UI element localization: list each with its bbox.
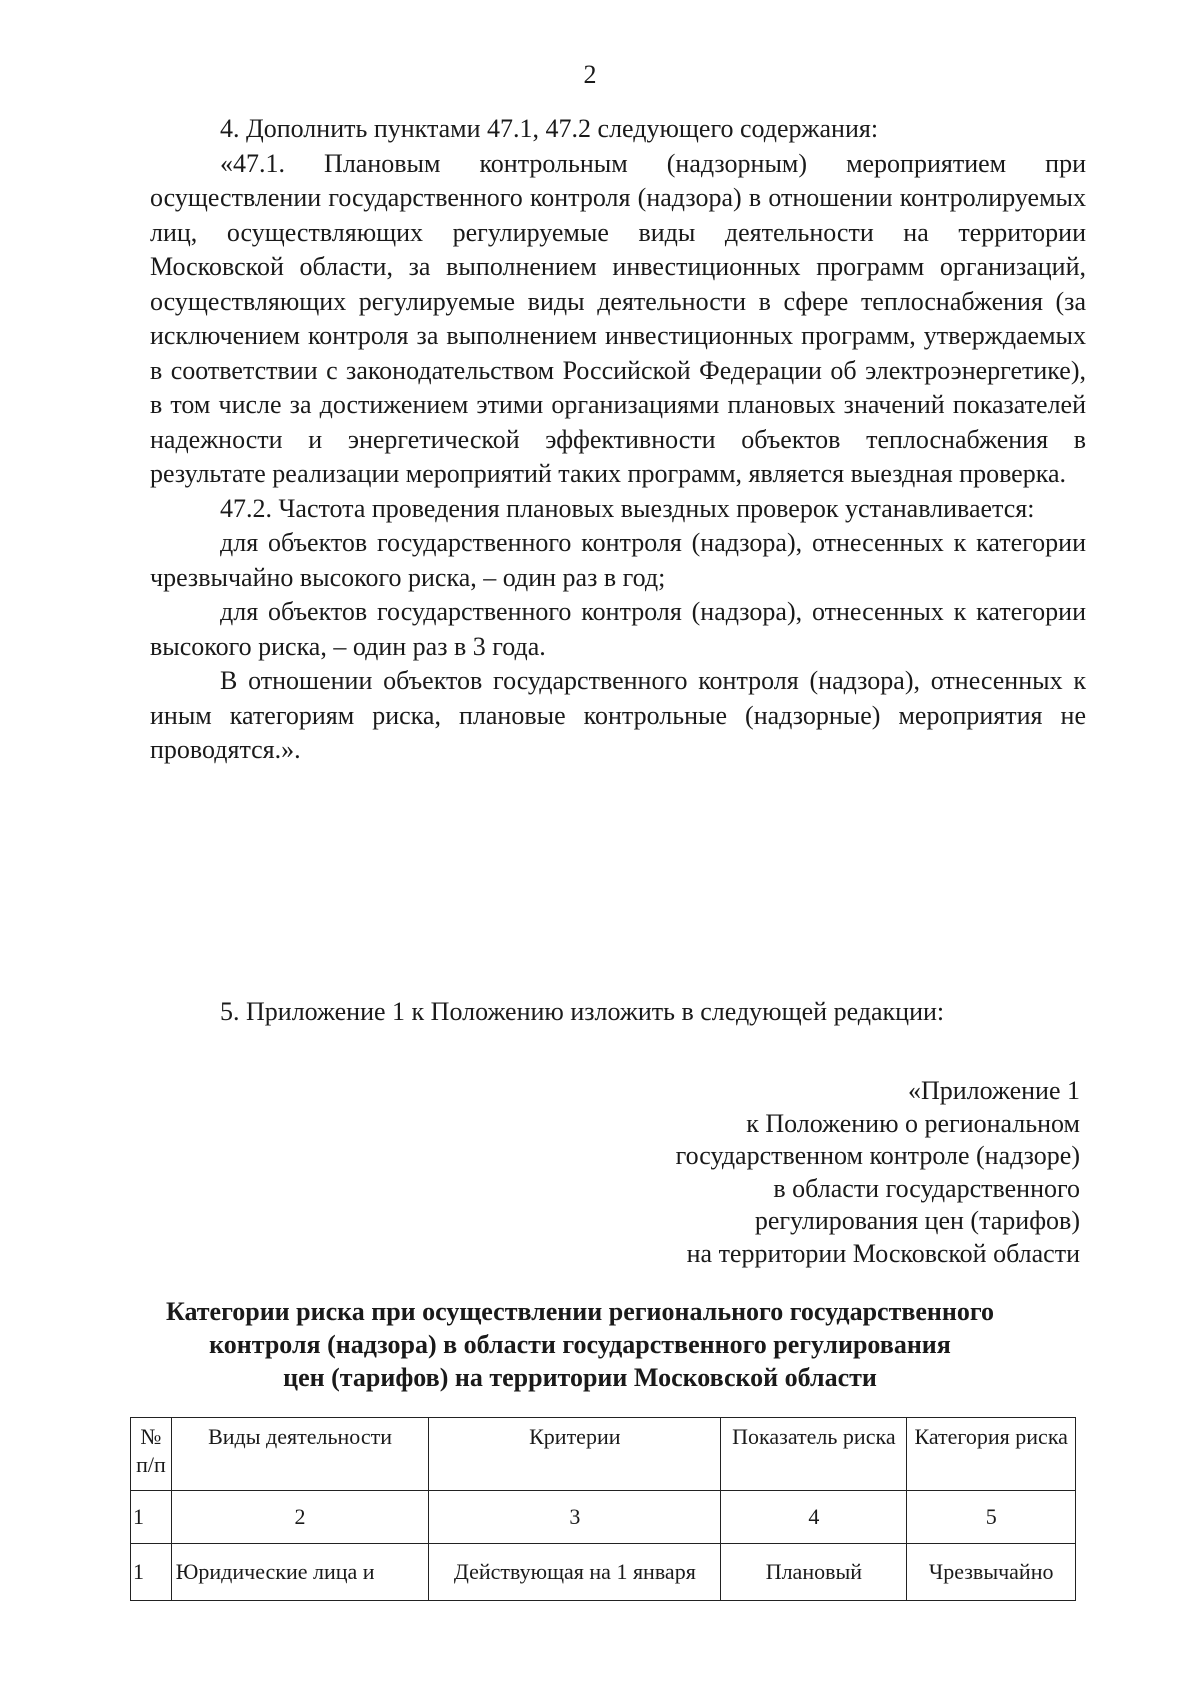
- paragraph-item-5: 5. Приложение 1 к Положению изложить в следующей редакции:: [220, 997, 945, 1026]
- appendix-line: к Положению о региональном: [746, 1108, 1080, 1138]
- appendix-line: в области государственного: [773, 1173, 1080, 1203]
- table-cell: Чрезвычайно: [907, 1544, 1076, 1601]
- table-cell: Плановый: [721, 1544, 907, 1601]
- table-cell: 4: [721, 1491, 907, 1544]
- paragraph-high-risk: для объектов государственного контроля (надзора), отнесенных к категории высокого риска, – один раз в 3 года.: [150, 597, 1086, 661]
- table-row: [131, 1544, 1076, 1601]
- paragraph-item-4: 4. Дополнить пунктами 47.1, 47.2 следующего содержания:: [220, 114, 879, 143]
- table-column-number-row: [131, 1491, 1076, 1544]
- page-number: 2: [583, 60, 597, 89]
- header-cell-activity: Виды деятельности: [171, 1418, 429, 1491]
- body-text-item-5: [150, 995, 1086, 1030]
- heading-line: Категории риска при осуществлении регионального государственного: [165, 1297, 995, 1326]
- table-cell: 3: [429, 1491, 721, 1544]
- header-cell-number: № п/п: [131, 1418, 172, 1491]
- appendix-line: государственном контроле (надзоре): [675, 1141, 1080, 1170]
- paragraph-other-risk: В отношении объектов государственного контроля (надзора), отнесенных к иным категориям риска, плановые контрольные (надзорные) мероприятия не проводятся.».: [150, 666, 1086, 764]
- table-cell: Юридические лица и: [171, 1544, 429, 1601]
- header-cell-risk-category: Категория риска: [907, 1418, 1076, 1491]
- table-cell: Действующая на 1 января: [429, 1544, 721, 1601]
- table-cell: 5: [907, 1491, 1076, 1544]
- body-text: [150, 112, 1086, 768]
- paragraph-47-1: «47.1. Плановым контрольным (надзорным) мероприятием при осуществлении государственного контроля (надзора) в отношении контролируемых лиц, осуществляющих регулируемые виды деятельности на территории Московской области, за выполнением инвестиционных программ организаций, осуществляющих регулируемые виды деятельности в сфере теплоснабжения (за исключением контроля за выполнением инвестиционных программ, утверждаемых в соответствии с законодательством Российской Федерации об электроэнергетике), в том числе за достижением этими организациями плановых значений показателей надежности и энергетической эффективности объектов теплоснабжения в результате реализации мероприятий таких программ, является выездная проверка.: [150, 148, 1086, 488]
- paragraph-47-2: 47.2. Частота проведения плановых выездных проверок устанавливается:: [220, 493, 1035, 523]
- table-cell: 1: [131, 1544, 172, 1601]
- appendix-line: на территории Московской области: [686, 1238, 1080, 1268]
- header-cell-criteria: Критерии: [429, 1418, 721, 1491]
- header-cell-risk-indicator: Показатель риска: [721, 1418, 907, 1491]
- heading-line: цен (тарифов) на территории Московской области: [283, 1363, 877, 1392]
- risk-categories-table: [130, 1417, 1076, 1601]
- table-cell: 1: [131, 1491, 172, 1544]
- appendix-reference: [600, 1075, 1080, 1270]
- paragraph-extreme-risk: для объектов государственного контроля (надзора), отнесенных к категории чрезвычайно высокого риска, – один раз в год;: [150, 528, 1086, 592]
- section-heading: [100, 1295, 1060, 1394]
- heading-line: контроля (надзора) в области государственного регулирования: [209, 1330, 951, 1359]
- table-header-row: [131, 1418, 1076, 1491]
- appendix-line: регулирования цен (тарифов): [754, 1206, 1080, 1235]
- table-cell: 2: [171, 1491, 429, 1544]
- appendix-line: «Приложение 1: [907, 1076, 1080, 1105]
